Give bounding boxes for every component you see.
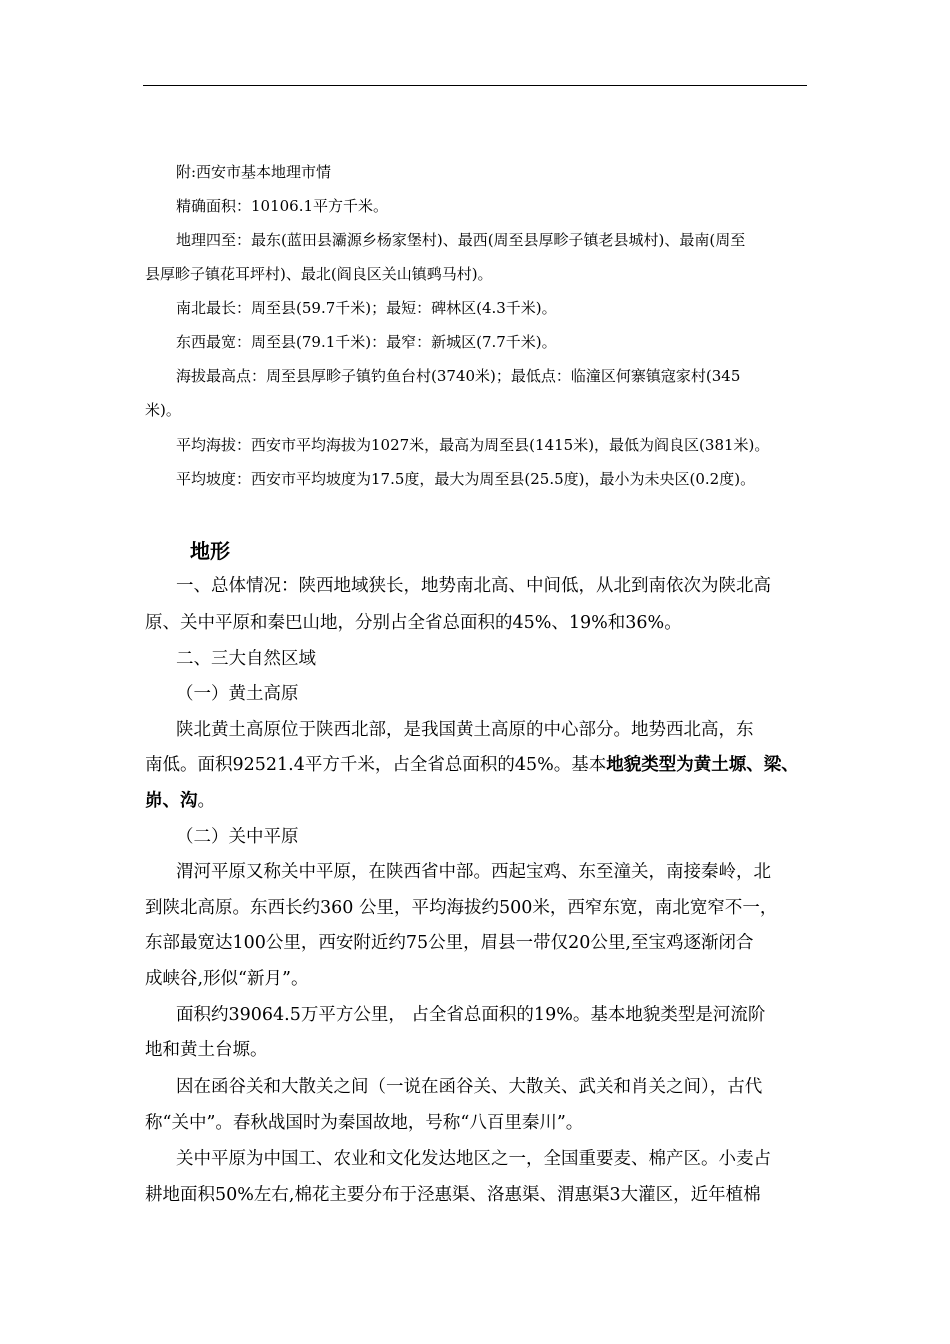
appendix-extremes-line-2: 县厚畛子镇花耳坪村)、最北(阎良区关山镇鹀马村)。 [145,265,493,283]
header-rule [143,85,807,86]
appendix-area: 精确面积：10106.1平方千米。 [176,197,389,215]
appendix-extremes-line-1: 地理四至：最东(蓝田县灞源乡杨家堡村)、最西(周至县厚畛子镇老县城村)、最南(周至 [176,231,746,249]
appendix-avg-altitude: 平均海拔：西安市平均海拔为1027米，最高为周至县(1415米)，最低为阎良区(381米)。 [176,436,770,454]
appendix-altitude-line-2: 米)。 [145,401,181,419]
section-heading: 地形 [190,539,230,563]
area-line-2: 地和黄土台塬。 [145,1040,268,1060]
appendix-title: 附:西安市基本地理市情 [176,163,332,181]
weihe-line-3: 东部最宽达100公里，西安附近约75公里，眉县一带仅20公里,至宝鸡逐渐闭合 [145,933,754,953]
weihe-line-2: 到陕北高原。东西长约360 公里，平均海拔约500米，西窄东宽，南北宽窄不一， [145,898,778,918]
loess-line-1: 陕北黄土高原位于陕西北部，是我国黄土高原的中心部分。地势西北高，东 [176,720,754,740]
loess-line-2-text: 南低。面积92521.4平方千米，占全省总面积的45%。基本 [145,755,607,775]
appendix-altitude-line-1: 海拔最高点：周至县厚畛子镇钓鱼台村(3740米)；最低点：临潼区何寨镇寇家村(345 [176,367,741,385]
name-line-1: 因在函谷关和大散关之间（一说在函谷关、大散关、武关和肖关之间），古代 [176,1077,763,1097]
landform-types-bold: 地貌类型为黄土塬、梁、 [606,755,799,775]
weihe-line-4: 成峡谷,形似“新月”。 [145,969,309,989]
loess-subtitle: （一）黄土高原 [176,684,299,704]
loess-line-3-end: 。 [197,791,215,811]
overview-line-2: 原、关中平原和秦巴山地，分别占全省总面积的45%、19%和36%。 [145,613,682,633]
overview-line-1: 一、总体情况：陕西地域狭长，地势南北高、中间低，从北到南依次为陕北高 [176,576,771,596]
appendix-avg-slope: 平均坡度：西安市平均坡度为17.5度，最大为周至县(25.5度)，最小为未央区(0.2度)。 [176,470,756,488]
loess-line-3 [145,790,215,812]
loess-line-2 [145,754,799,776]
agri-line-2: 耕地面积50%左右,棉花主要分布于泾惠渠、洛惠渠、渭惠渠3大灌区，近年植棉 [145,1185,761,1205]
appendix-ew-width: 东西最宽：周至县(79.1千米)：最窄：新城区(7.7千米)。 [176,333,557,351]
agri-line-1: 关中平原为中国工、农业和文化发达地区之一，全国重要麦、棉产区。小麦占 [176,1149,771,1169]
guanzhong-subtitle: （二）关中平原 [176,827,299,847]
landform-types-bold-end: 峁、沟 [145,791,198,811]
regions-title: 二、三大自然区域 [176,649,316,669]
weihe-line-1: 渭河平原又称关中平原，在陕西省中部。西起宝鸡、东至潼关，南接秦岭，北 [176,862,771,882]
appendix-ns-length: 南北最长：周至县(59.7千米)；最短：碑林区(4.3千米)。 [176,299,557,317]
name-line-2: 称“关中”。春秋战国时为秦国故地，号称“八百里秦川”。 [145,1113,584,1133]
area-line-1: 面积约39064.5万平方公里， 占全省总面积的19%。基本地貌类型是河流阶 [176,1005,766,1025]
